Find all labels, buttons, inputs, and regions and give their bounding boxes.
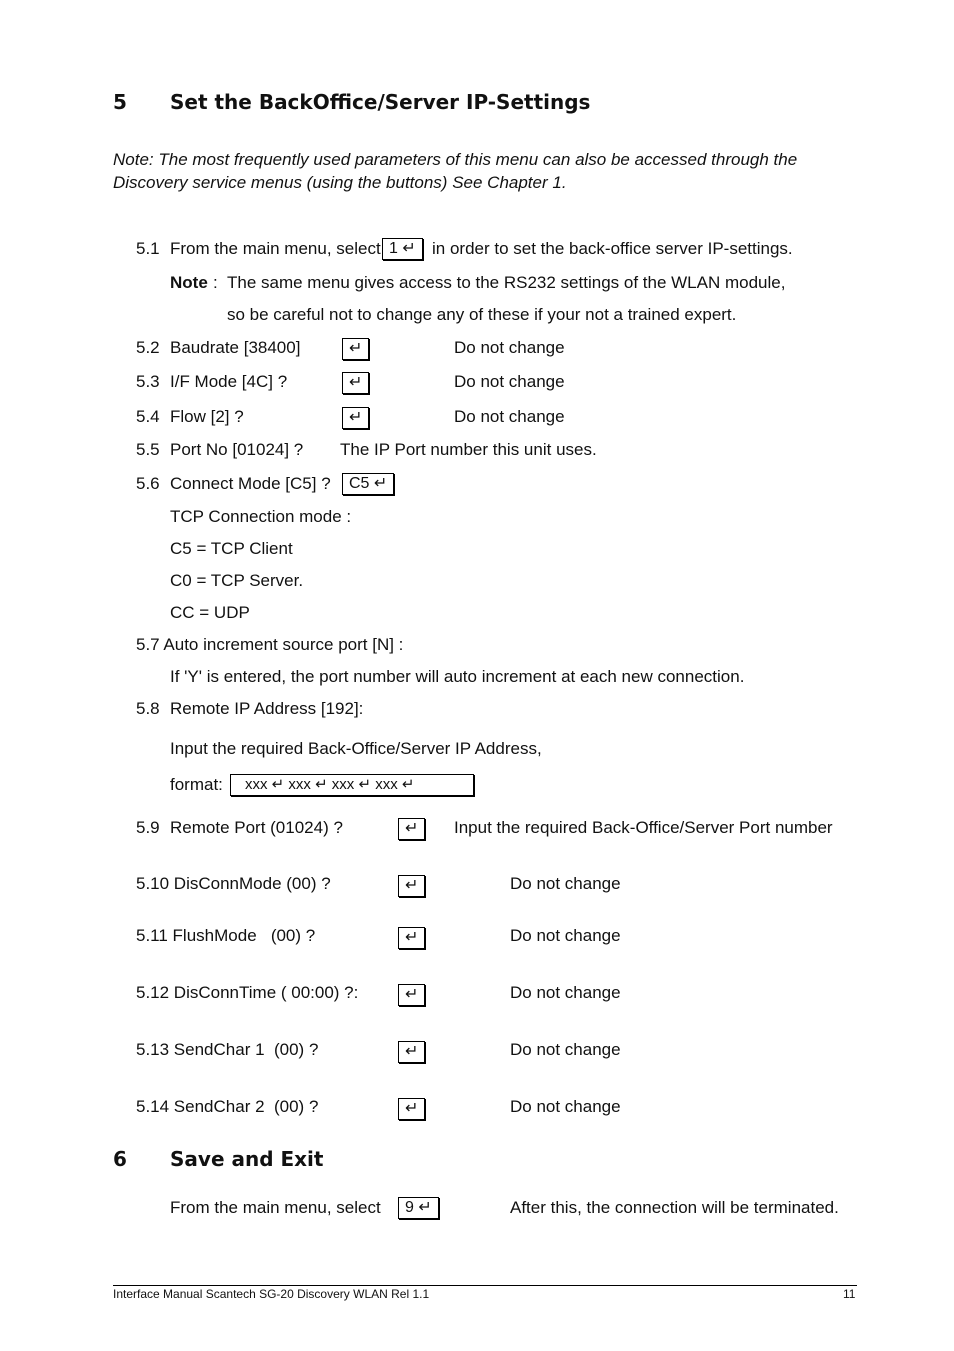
enter-key-5-9: ↵: [398, 818, 425, 840]
key-c5-enter: C5 ↵: [342, 473, 394, 495]
enter-key-5-3: ↵: [342, 372, 369, 394]
enter-key-5-2: ↵: [342, 338, 369, 360]
section-5-number: 5: [113, 90, 127, 114]
item-5-7-title: 5.7 Auto increment source port [N] :: [136, 635, 404, 654]
item-5-10-label: 5.10 DisConnMode (00) ?: [136, 874, 331, 893]
item-5-1-note-line-2: so be careful not to change any of these if your not a trained expert.: [227, 305, 737, 324]
item-5-7-desc: If 'Y' is entered, the port number will auto increment at each new connection.: [170, 667, 745, 686]
enter-key-5-10: ↵: [398, 875, 425, 897]
enter-key-5-11: ↵: [398, 927, 425, 949]
item-5-1-text: From the main menu, select: [170, 239, 381, 258]
item-5-4-number: 5.4: [136, 407, 160, 426]
item-5-6-label: Connect Mode [C5] ?: [170, 474, 331, 493]
item-5-6-line-1: TCP Connection mode :: [170, 507, 352, 526]
item-5-3-desc: Do not change: [454, 372, 565, 391]
key-1-enter: 1 ↵: [382, 238, 423, 260]
note-line-2: Discovery service menus (using the buttons) See Chapter 1.: [113, 173, 567, 192]
item-5-5-label: Port No [01024] ?: [170, 440, 304, 459]
item-5-2-label: Baudrate [38400]: [170, 338, 301, 357]
item-5-14-label: 5.14 SendChar 2 (00) ?: [136, 1097, 319, 1116]
section-6-desc: After this, the connection will be terminated.: [510, 1198, 839, 1217]
enter-key-5-12: ↵: [398, 984, 425, 1006]
item-5-11-desc: Do not change: [510, 926, 621, 945]
item-5-1-post: in order to set the back-office server IP-settings.: [432, 239, 793, 258]
item-5-6-line-2: C5 = TCP Client: [170, 539, 293, 558]
item-5-3-label: I/F Mode [4C] ?: [170, 372, 288, 391]
section-6-number: 6: [113, 1147, 127, 1171]
item-5-12-label: 5.12 DisConnTime ( 00:00) ?:: [136, 983, 359, 1002]
item-5-5-desc: The IP Port number this unit uses.: [340, 440, 597, 459]
item-5-4-label: Flow [2] ?: [170, 407, 244, 426]
item-5-2-desc: Do not change: [454, 338, 565, 357]
item-5-6-line-4: CC = UDP: [170, 603, 250, 622]
item-5-6-line-3: C0 = TCP Server.: [170, 571, 304, 590]
page-number: 11: [843, 1287, 856, 1301]
ip-format-key: xxx ↵ xxx ↵ xxx ↵ xxx ↵: [230, 774, 474, 796]
enter-key-5-13: ↵: [398, 1041, 425, 1063]
item-5-12-desc: Do not change: [510, 983, 621, 1002]
item-5-11-label: 5.11 FlushMode (00) ?: [136, 926, 316, 945]
item-5-6-number: 5.6: [136, 474, 160, 493]
item-5-9-number: 5.9: [136, 818, 160, 837]
item-5-9-label: Remote Port (01024) ?: [170, 818, 343, 837]
item-5-9-desc: Input the required Back-Office/Server Port number: [454, 818, 833, 837]
item-5-1-note-label: Note: [170, 273, 208, 292]
item-5-8-format-label: format:: [170, 775, 223, 794]
item-5-3-number: 5.3: [136, 372, 160, 391]
item-5-1-note-sep: :: [213, 273, 218, 292]
footer-divider: [113, 1285, 857, 1286]
item-5-2-number: 5.2: [136, 338, 160, 357]
item-5-4-desc: Do not change: [454, 407, 565, 426]
note-line-1: Note: The most frequently used parameters of this menu can also be accessed through the: [113, 150, 798, 169]
item-5-13-desc: Do not change: [510, 1040, 621, 1059]
enter-key-5-14: ↵: [398, 1098, 425, 1120]
key-9-enter: 9 ↵: [398, 1197, 439, 1219]
item-5-5-number: 5.5: [136, 440, 160, 459]
item-5-13-label: 5.13 SendChar 1 (00) ?: [136, 1040, 319, 1059]
item-5-1-note-line-1: The same menu gives access to the RS232 settings of the WLAN module,: [227, 273, 786, 292]
section-6-title: Save and Exit: [170, 1147, 324, 1171]
section-5-title: Set the BackOffice/Server IP-Settings: [170, 90, 591, 114]
item-5-10-desc: Do not change: [510, 874, 621, 893]
item-5-8-desc: Input the required Back-Office/Server IP Address,: [170, 739, 542, 758]
footer-title: Interface Manual Scantech SG-20 Discovery WLAN Rel 1.1: [113, 1287, 430, 1301]
item-5-14-desc: Do not change: [510, 1097, 621, 1116]
enter-key-5-4: ↵: [342, 407, 369, 429]
item-5-1-number: 5.1: [136, 239, 160, 258]
item-5-8-label: Remote IP Address [192]:: [170, 699, 364, 718]
section-6-text: From the main menu, select: [170, 1198, 381, 1217]
item-5-8-number: 5.8: [136, 699, 160, 718]
